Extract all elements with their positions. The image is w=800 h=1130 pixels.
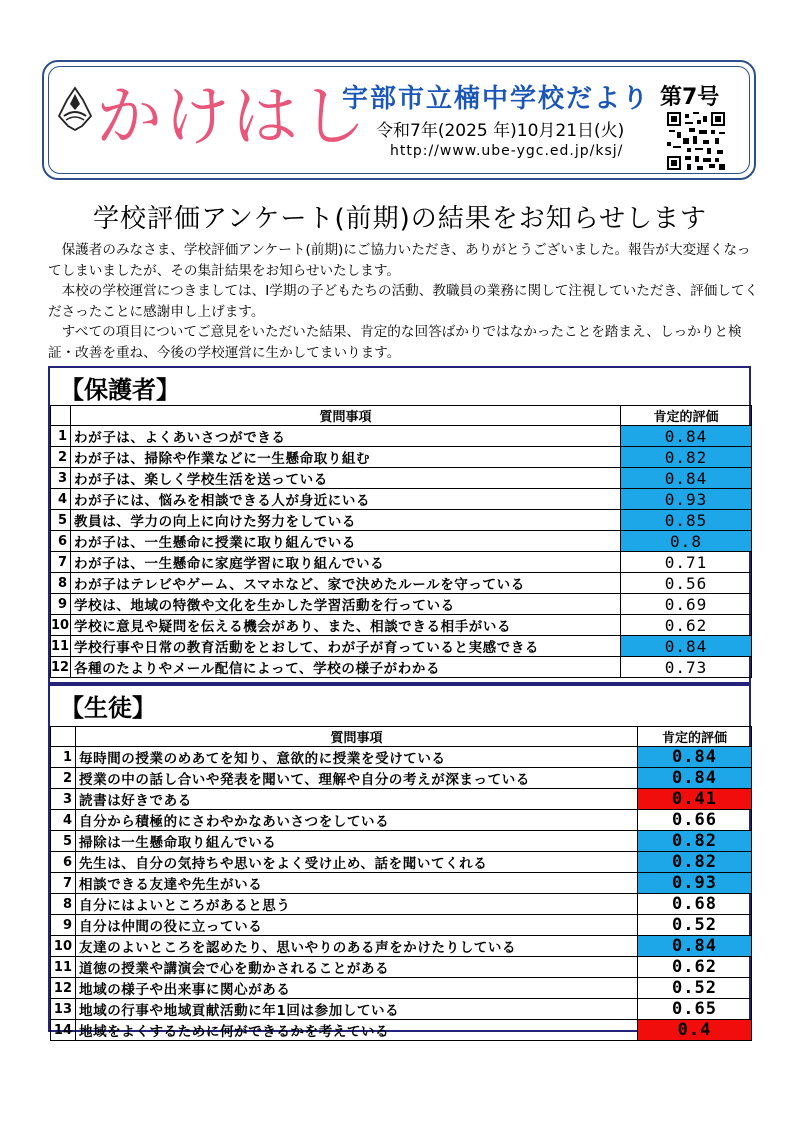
students-section-title: 【生徒】 [60, 694, 156, 722]
row-number: 6 [51, 852, 76, 873]
rating-value: 0.84 [638, 936, 752, 957]
rating-value: 0.52 [638, 978, 752, 999]
question-text: 相談できる友達や先生がいる [76, 873, 638, 894]
question-text: 授業の中の話し合いや発表を聞いて、理解や自分の考えが深まっている [76, 768, 638, 789]
rating-value: 0.56 [621, 573, 752, 594]
row-number: 14 [51, 1020, 76, 1041]
rating-value: 0.68 [638, 894, 752, 915]
table-row [51, 468, 752, 489]
article-heading: 学校評価アンケート(前期)の結果をお知らせします [93, 204, 707, 234]
row-number: 2 [51, 447, 71, 468]
header-number-cell [51, 727, 76, 747]
rating-value: 0.93 [638, 873, 752, 894]
question-text: 毎時間の授業のめあてを知り、意欲的に授業を受けている [76, 747, 638, 768]
rating-value: 0.73 [621, 657, 752, 678]
row-number: 1 [51, 747, 76, 768]
table-row [51, 852, 752, 873]
row-number: 8 [51, 894, 76, 915]
rating-value: 0.84 [621, 426, 752, 447]
row-number: 4 [51, 489, 71, 510]
rating-value: 0.4 [638, 1020, 752, 1041]
table-row [51, 636, 752, 657]
table-row [51, 447, 752, 468]
row-number: 5 [51, 831, 76, 852]
table-row [51, 789, 752, 810]
row-number: 6 [51, 531, 71, 552]
table-row [51, 657, 752, 678]
rating-value: 0.93 [621, 489, 752, 510]
row-number: 10 [51, 615, 71, 636]
question-text: 地域の様子や出来事に関心がある [76, 978, 638, 999]
table-row [51, 936, 752, 957]
row-number: 11 [51, 957, 76, 978]
table-row [51, 1020, 752, 1041]
table-row [51, 489, 752, 510]
rating-value: 0.82 [638, 831, 752, 852]
rating-value: 0.84 [621, 468, 752, 489]
question-text: 地域の行事や地域貢献活動に年1回は参加している [76, 999, 638, 1020]
question-text: 自分にはよいところがあると思う [76, 894, 638, 915]
header-rating: 肯定的評価 [638, 727, 752, 747]
issue-date: 令和7年(2025 年)10月21日(火) [376, 121, 625, 141]
rating-value: 0.66 [638, 810, 752, 831]
question-text: 学校行事や日常の教育活動をとおして、わが子が育っていると実感できる [71, 636, 621, 657]
row-number: 10 [51, 936, 76, 957]
table-row [51, 999, 752, 1020]
rating-value: 0.82 [638, 852, 752, 873]
header-question: 質問事項 [76, 727, 638, 747]
intro-text [48, 240, 760, 363]
table-row [51, 615, 752, 636]
table-row [51, 873, 752, 894]
row-number: 12 [51, 978, 76, 999]
row-number: 9 [51, 594, 71, 615]
rating-value: 0.41 [638, 789, 752, 810]
table-row [51, 978, 752, 999]
question-text: 掃除は一生懸命取り組んでいる [76, 831, 638, 852]
table-row [51, 573, 752, 594]
row-number: 9 [51, 915, 76, 936]
question-text: わが子は、掃除や作業などに一生懸命取り組む [71, 447, 621, 468]
table-row [51, 894, 752, 915]
rating-value: 0.84 [638, 768, 752, 789]
row-number: 4 [51, 810, 76, 831]
table-row [51, 957, 752, 978]
rating-value: 0.62 [638, 957, 752, 978]
school-emblem-icon [58, 86, 92, 132]
header-question: 質問事項 [71, 406, 621, 426]
table-header-row [51, 727, 752, 747]
question-text: 友達のよいところを認めたり、思いやりのある声をかけたりしている [76, 936, 638, 957]
table-row [51, 531, 752, 552]
students-survey-table [50, 726, 752, 1041]
table-row [51, 747, 752, 768]
row-number: 5 [51, 510, 71, 531]
qr-code-icon [667, 112, 725, 170]
table-row [51, 510, 752, 531]
rating-value: 0.84 [621, 636, 752, 657]
question-text: わが子は、楽しく学校生活を送っている [71, 468, 621, 489]
rating-value: 0.8 [621, 531, 752, 552]
row-number: 7 [51, 873, 76, 894]
school-title: 宇部市立楠中学校だより [342, 84, 651, 114]
question-text: わが子は、よくあいさつができる [71, 426, 621, 447]
rating-value: 0.62 [621, 615, 752, 636]
question-text: 道徳の授業や講演会で心を動かされることがある [76, 957, 638, 978]
rating-value: 0.84 [638, 747, 752, 768]
school-website-link[interactable]: http://www.ube-ygc.ed.jp/ksj/ [390, 143, 624, 159]
row-number: 1 [51, 426, 71, 447]
rating-value: 0.82 [621, 447, 752, 468]
question-text: 学校に意見や疑問を伝える機会があり、また、相談できる相手がいる [71, 615, 621, 636]
question-text: わが子はテレビやゲーム、スマホなど、家で決めたルールを守っている [71, 573, 621, 594]
table-row [51, 915, 752, 936]
rating-value: 0.65 [638, 999, 752, 1020]
row-number: 2 [51, 768, 76, 789]
row-number: 7 [51, 552, 71, 573]
table-row [51, 552, 752, 573]
question-text: 学校は、地域の特徴や文化を生かした学習活動を行っている [71, 594, 621, 615]
question-text: わが子は、一生懸命に家庭学習に取り組んでいる [71, 552, 621, 573]
row-number: 3 [51, 789, 76, 810]
intro-paragraph: 保護者のみなさま、学校評価アンケート(前期)にご協力いただき、ありがとうございました。報告が大変遅くなってしまいましたが、その集計結果をお知らせいたします。 [48, 242, 751, 279]
question-text: 自分から積極的にさわやかなあいさつをしている [76, 810, 638, 831]
table-row [51, 831, 752, 852]
question-text: 各種のたよりやメール配信によって、学校の様子がわかる [71, 657, 621, 678]
question-text: 地域をよくするために何ができるかを考えている [76, 1020, 638, 1041]
guardians-survey-table [50, 405, 752, 678]
row-number: 3 [51, 468, 71, 489]
guardians-section-title: 【保護者】 [60, 376, 180, 404]
issue-number: 第7号 [660, 85, 720, 110]
table-row [51, 768, 752, 789]
question-text: 読書は好きである [76, 789, 638, 810]
masthead-title: かけはし [96, 78, 368, 155]
row-number: 8 [51, 573, 71, 594]
table-row [51, 426, 752, 447]
rating-value: 0.52 [638, 915, 752, 936]
row-number: 12 [51, 657, 71, 678]
question-text: 先生は、自分の気持ちや思いをよく受け止め、話を聞いてくれる [76, 852, 638, 873]
table-row [51, 810, 752, 831]
question-text: 教員は、学力の向上に向けた努力をしている [71, 510, 621, 531]
question-text: わが子は、一生懸命に授業に取り組んでいる [71, 531, 621, 552]
header-rating: 肯定的評価 [621, 406, 752, 426]
rating-value: 0.69 [621, 594, 752, 615]
rating-value: 0.71 [621, 552, 752, 573]
question-text: わが子には、悩みを相談できる人が身近にいる [71, 489, 621, 510]
intro-paragraph: 本校の学校運営につきましては、Ⅰ学期の子どもたちの活動、教職員の業務に関して注視していただき、評価してくださったことに感謝申し上げます。 [48, 283, 759, 320]
rating-value: 0.85 [621, 510, 752, 531]
row-number: 11 [51, 636, 71, 657]
table-header-row [51, 406, 752, 426]
question-text: 自分は仲間の役に立っている [76, 915, 638, 936]
intro-paragraph: すべての項目についてご意見をいただいた結果、肯定的な回答ばかりではなかったことを踏まえ、しっかりと検証・改善を重ね、今後の学校運営に生かしてまいります。 [48, 324, 742, 361]
table-row [51, 594, 752, 615]
row-number: 13 [51, 999, 76, 1020]
header-number-cell [51, 406, 71, 426]
